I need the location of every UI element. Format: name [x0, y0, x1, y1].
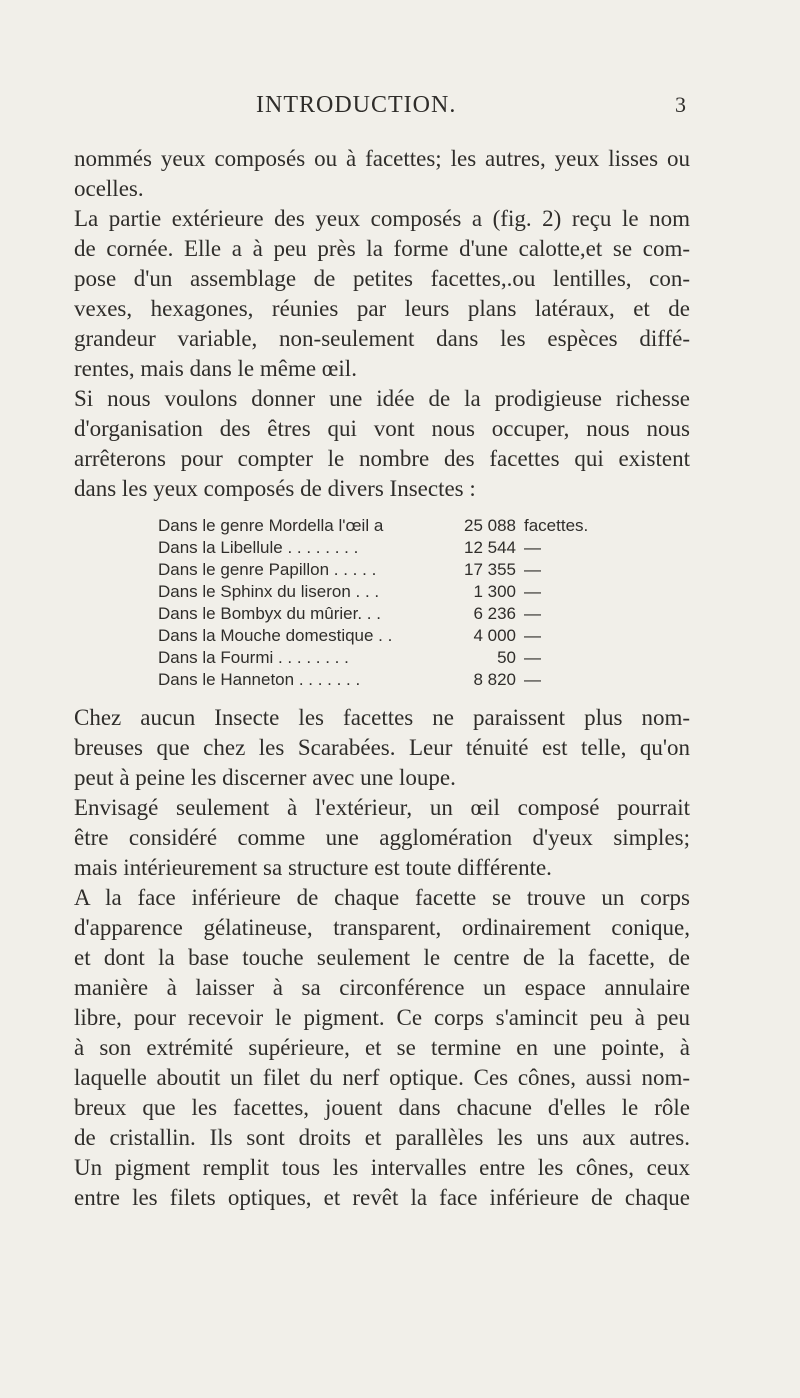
table-row — [158, 581, 678, 603]
page-number: 3 — [675, 92, 686, 117]
insect-label: Dans le genre Papillon . . . . . — [158, 560, 377, 579]
text-line: vexes, hexagones, réunies par leurs plans latéraux, et de — [74, 296, 690, 321]
text-line: libre, pour recevoir le pigment. Ce corps s'amincit peu à peu — [74, 1005, 690, 1030]
facet-count: 25 088 — [464, 516, 516, 535]
text-line: pose d'un assemblage de petites facettes,.ou lentilles, con- — [74, 266, 690, 291]
text-line: d'apparence gélatineuse, transparent, ordinairement conique, — [74, 915, 690, 940]
insect-label: Dans le Sphinx du liseron . . . — [158, 582, 380, 601]
text-line: à son extrémité supérieure, et se termine en une pointe, à — [74, 1035, 690, 1060]
text-line: breuses que chez les Scarabées. Leur ténuité est telle, qu'on — [74, 735, 690, 760]
facet-count: 8 820 — [473, 670, 516, 689]
facet-unit: — — [524, 648, 541, 667]
text-line: Si nous voulons donner une idée de la prodigieuse richesse — [74, 386, 690, 411]
text-line: d'organisation des êtres qui vont nous occuper, nous nous — [74, 416, 690, 441]
facet-unit: facettes. — [524, 516, 589, 535]
insect-label: Dans la Fourmi . . . . . . . . — [158, 648, 349, 667]
text-line: Chez aucun Insecte les facettes ne paraissent plus nom- — [74, 705, 690, 730]
facet-count: 12 544 — [464, 538, 516, 557]
facet-unit: — — [524, 538, 541, 557]
table-row — [158, 603, 678, 625]
intro-paragraphs — [74, 144, 690, 504]
insect-label: Dans la Libellule . . . . . . . . — [158, 538, 359, 557]
text-line: breux que les facettes, jouent dans chacune d'elles le rôle — [74, 1095, 690, 1120]
table-row — [158, 515, 678, 537]
table-row — [158, 647, 678, 669]
body-paragraphs — [74, 703, 690, 1213]
running-head — [0, 92, 800, 128]
facet-count: 6 236 — [473, 604, 516, 623]
table-row — [158, 559, 678, 581]
text-line: de cornée. Elle a à peu près la forme d'une calotte,et se com- — [74, 236, 690, 261]
insect-label: Dans le Bombyx du mûrier. . . — [158, 604, 381, 623]
facet-count: 4 000 — [473, 626, 516, 645]
facet-count: 17 355 — [464, 560, 516, 579]
table-row — [158, 537, 678, 559]
text-line: La partie extérieure des yeux composés a (fig. 2) reçu le nom — [74, 206, 690, 231]
facet-unit: — — [524, 670, 541, 689]
facet-unit: — — [524, 604, 541, 623]
table-row — [158, 669, 678, 691]
facet-unit: — — [524, 560, 541, 579]
text-line: arrêterons pour compter le nombre des facettes qui existent — [74, 446, 690, 471]
text-line: manière à laisser à sa circonférence un espace annulaire — [74, 975, 690, 1000]
text-line: ocelles. — [74, 176, 144, 201]
insect-label: Dans le genre Mordella l'œil a — [158, 516, 384, 535]
insect-label: Dans la Mouche domestique . . — [158, 626, 393, 645]
text-line: entre les filets optiques, et revêt la face inférieure de chaque — [74, 1185, 690, 1210]
text-line: de cristallin. Ils sont droits et parallèles les uns aux autres. — [74, 1125, 690, 1150]
text-line: laquelle aboutit un filet du nerf optique. Ces cônes, aussi nom- — [74, 1065, 690, 1090]
text-line: nommés yeux composés ou à facettes; les autres, yeux lisses ou — [74, 146, 690, 171]
insect-label: Dans le Hanneton . . . . . . . — [158, 670, 361, 689]
text-line: dans les yeux composés de divers Insectes : — [74, 476, 476, 501]
table-row — [158, 625, 678, 647]
facet-count: 50 — [497, 648, 516, 667]
text-line: et dont la base touche seulement le centre de la facette, de — [74, 945, 690, 970]
text-line: Envisagé seulement à l'extérieur, un œil composé pourrait — [74, 795, 690, 820]
text-line: A la face inférieure de chaque facette se trouve un corps — [74, 885, 690, 910]
facet-count-table — [158, 515, 678, 691]
text-line: peut à peine les discerner avec une loupe. — [74, 765, 456, 790]
chapter-title: INTRODUCTION. — [256, 92, 457, 118]
text-line: rentes, mais dans le même œil. — [74, 356, 357, 381]
facet-count: 1 300 — [473, 582, 516, 601]
text-line: mais intérieurement sa structure est toute différente. — [74, 855, 552, 880]
text-line: être considéré comme une agglomération d'yeux simples; — [74, 825, 690, 850]
text-line: grandeur variable, non-seulement dans les espèces diffé- — [74, 326, 690, 351]
text-line: Un pigment remplit tous les intervalles entre les cônes, ceux — [74, 1155, 690, 1180]
facet-unit: — — [524, 626, 541, 645]
facet-unit: — — [524, 582, 541, 601]
